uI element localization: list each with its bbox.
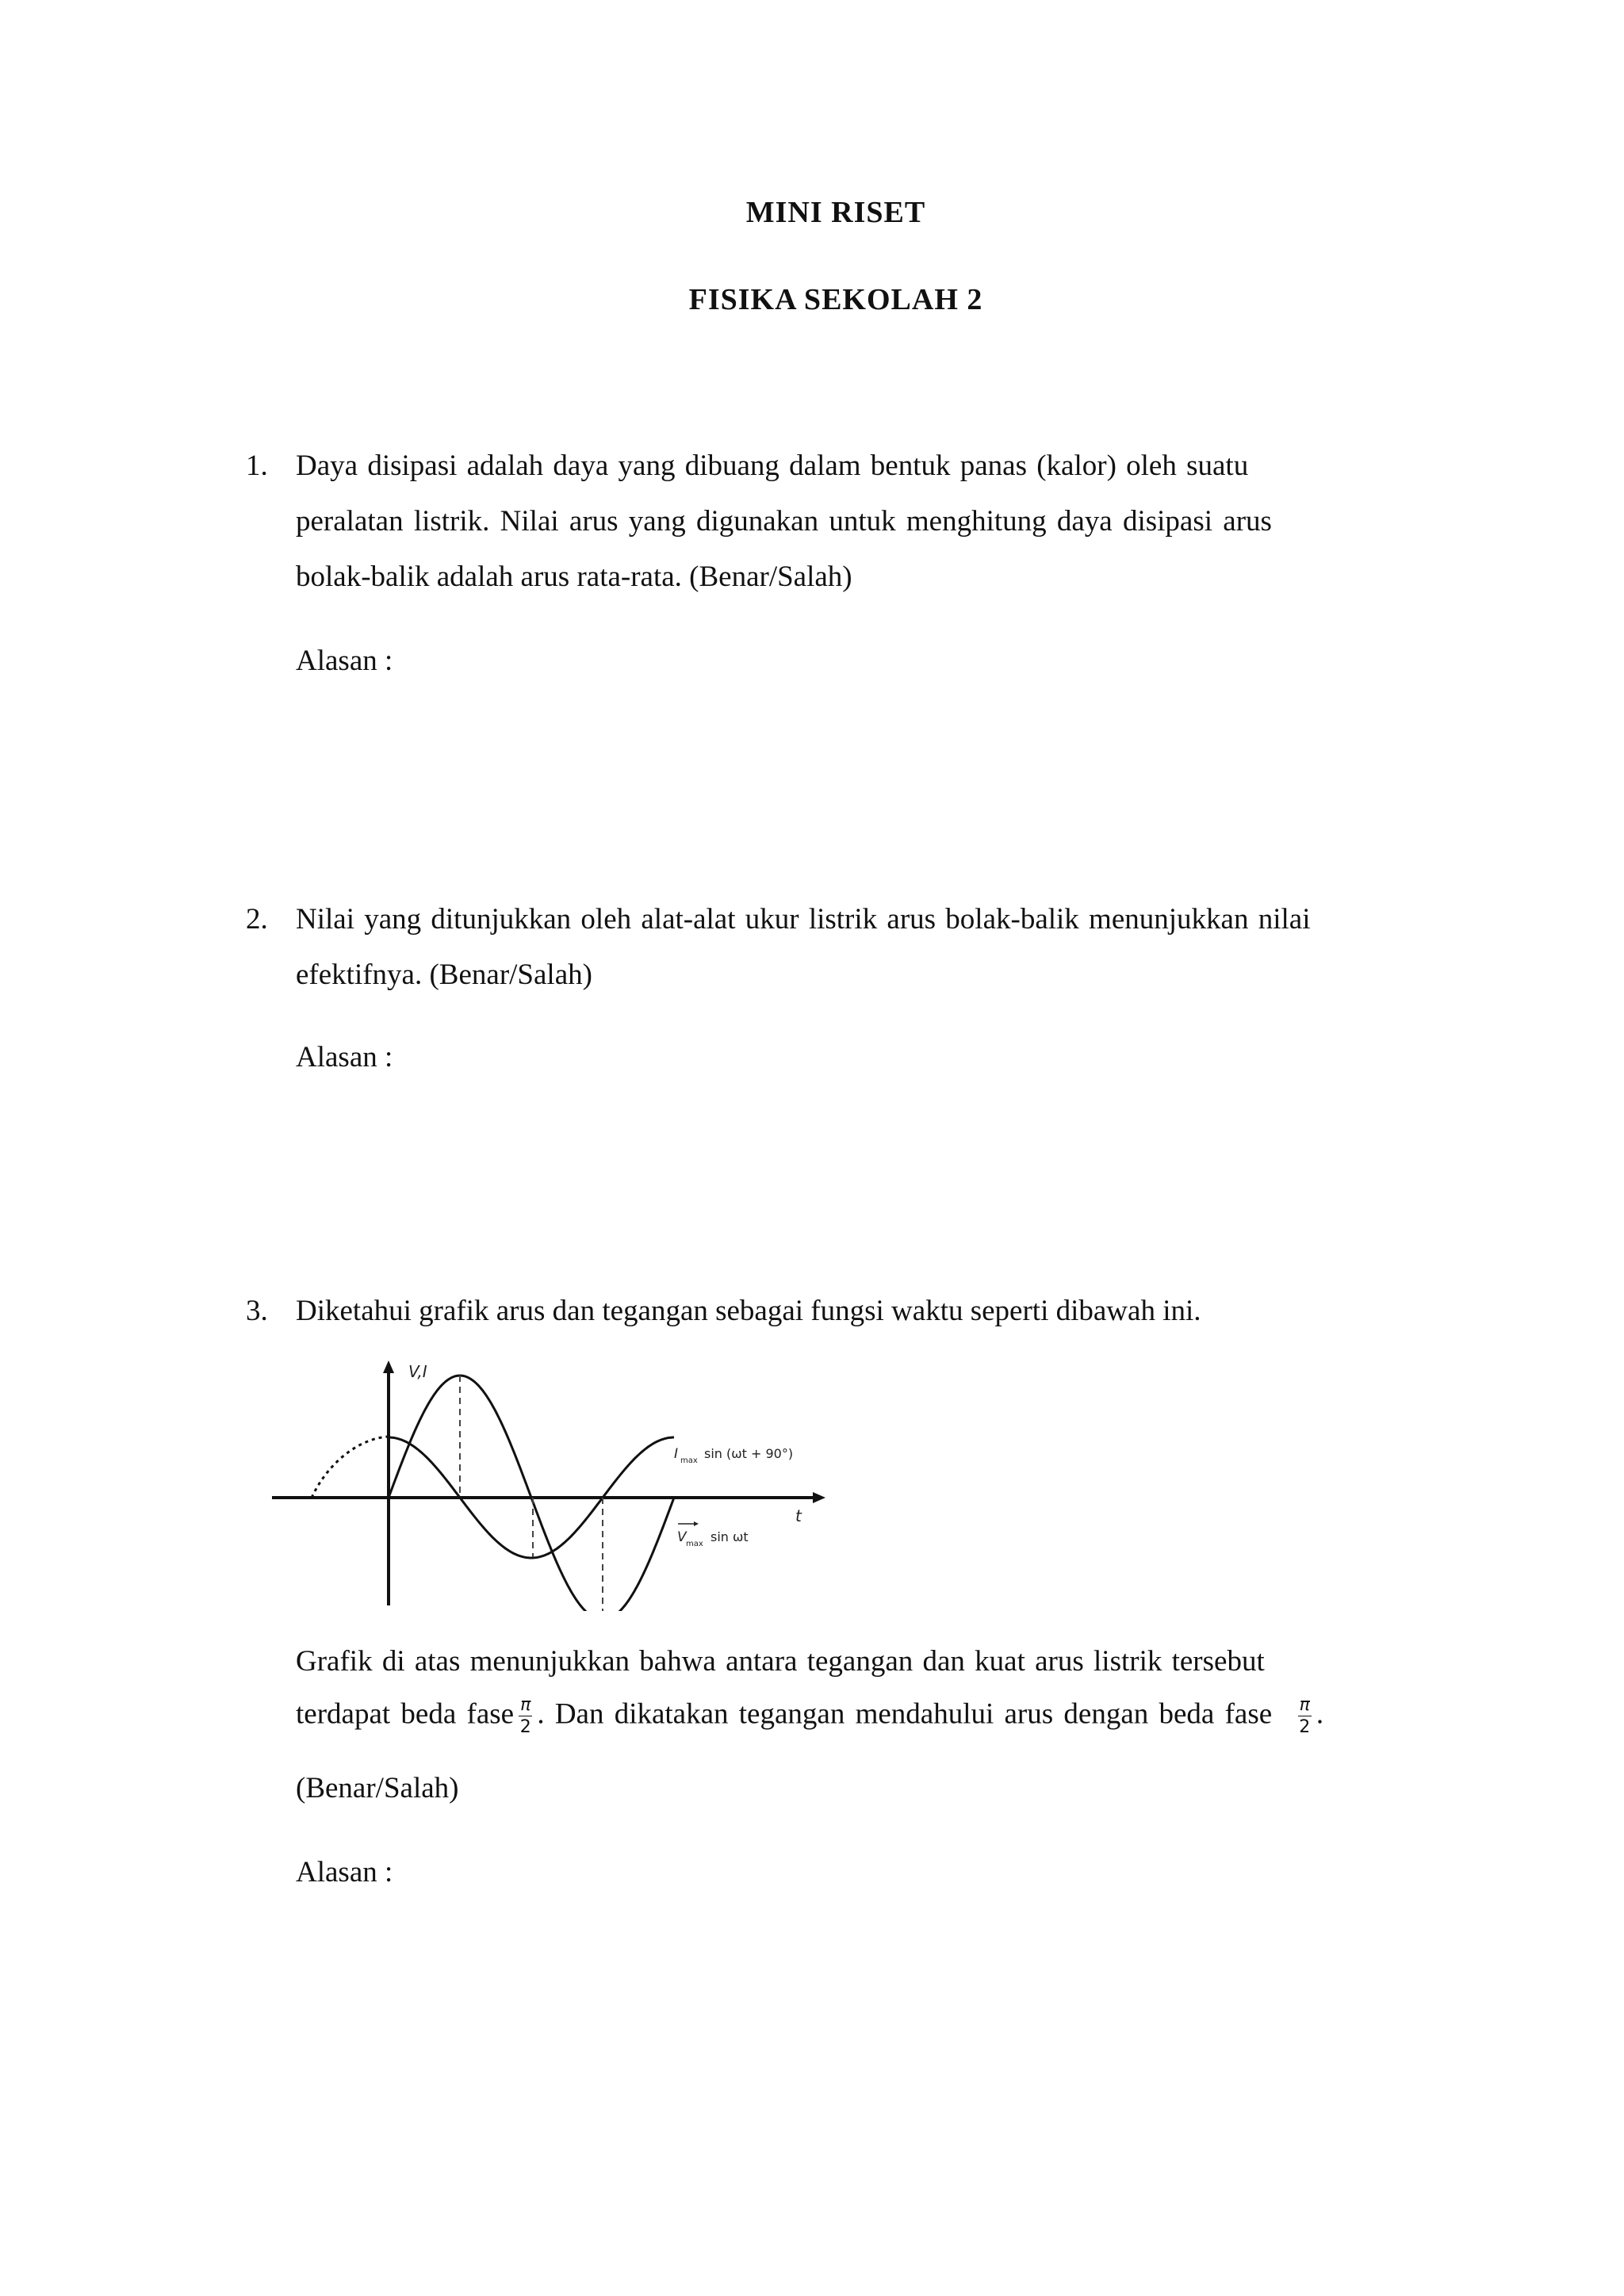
x-axis-label: t: [795, 1506, 802, 1525]
phase-graph-figure: [266, 1357, 837, 1611]
current-label: [674, 1446, 793, 1465]
question-3-line-1: Grafik di atas menunjukkan bahwa antara tegangan dan kuat arus listrik tersebut: [296, 1645, 1265, 1678]
current-dotted-lead: [312, 1437, 389, 1498]
question-1-line-1: Daya disipasi adalah daya yang dibuang dalam bentuk panas (kalor) oleh suatu: [296, 450, 1249, 482]
fraction-pi-over-2-second: [1298, 1697, 1312, 1736]
fraction-denominator: 2: [519, 1717, 531, 1737]
voltage-symbol: V: [677, 1529, 687, 1545]
question-3-line-3: (Benar/Salah): [296, 1772, 459, 1804]
voltage-vector-arrow: [694, 1521, 699, 1526]
question-2-line-1: Nilai yang ditunjukkan oleh alat-alat ukur listrik arus bolak-balik menunjukkan nilai: [296, 903, 1311, 936]
voltage-label: [677, 1521, 749, 1548]
phase-graph: [266, 1357, 837, 1611]
question-3-number: 3.: [246, 1295, 268, 1327]
current-subscript: max: [680, 1456, 698, 1465]
voltage-wave: [389, 1376, 674, 1611]
fraction-numerator: π: [520, 1695, 531, 1715]
question-3-line-2: [296, 1697, 1323, 1736]
current-symbol: I: [674, 1446, 679, 1462]
question-3-line-2-part-c: .: [1316, 1697, 1324, 1731]
fraction-denominator-second: 2: [1299, 1717, 1311, 1737]
page-title: MINI RISET: [745, 196, 926, 229]
question-2-line-2: efektifnya. (Benar/Salah): [296, 959, 592, 991]
fraction-pi-over-2: [519, 1697, 532, 1736]
voltage-subscript: max: [686, 1540, 703, 1548]
question-1-line-3: bolak-balik adalah arus rata-rata. (Benar/Salah): [296, 561, 852, 593]
voltage-expression: sin ωt: [710, 1529, 749, 1544]
question-1-number: 1.: [246, 450, 268, 482]
question-3-line-2-part-a: terdapat beda fase: [296, 1697, 515, 1731]
current-expression: sin (ωt + 90°): [704, 1446, 794, 1461]
question-1-alasan: Alasan :: [296, 645, 393, 677]
question-1-line-2: peralatan listrik. Nilai arus yang digunakan untuk menghitung daya disipasi arus: [296, 505, 1272, 538]
y-axis-arrow: [383, 1360, 394, 1373]
question-3-line-2-part-b: . Dan dikatakan tegangan mendahului arus dengan beda fase: [537, 1697, 1273, 1731]
question-2-number: 2.: [246, 903, 268, 936]
page-subtitle: FISIKA SEKOLAH 2: [688, 283, 983, 316]
question-3-intro: Diketahui grafik arus dan tegangan sebagai fungsi waktu seperti dibawah ini.: [296, 1295, 1201, 1327]
question-2-alasan: Alasan :: [296, 1041, 393, 1073]
x-axis-arrow: [813, 1492, 825, 1503]
y-axis-label: V,I: [408, 1362, 427, 1381]
question-3-alasan: Alasan :: [296, 1856, 393, 1888]
fraction-numerator-second: π: [1299, 1695, 1310, 1715]
